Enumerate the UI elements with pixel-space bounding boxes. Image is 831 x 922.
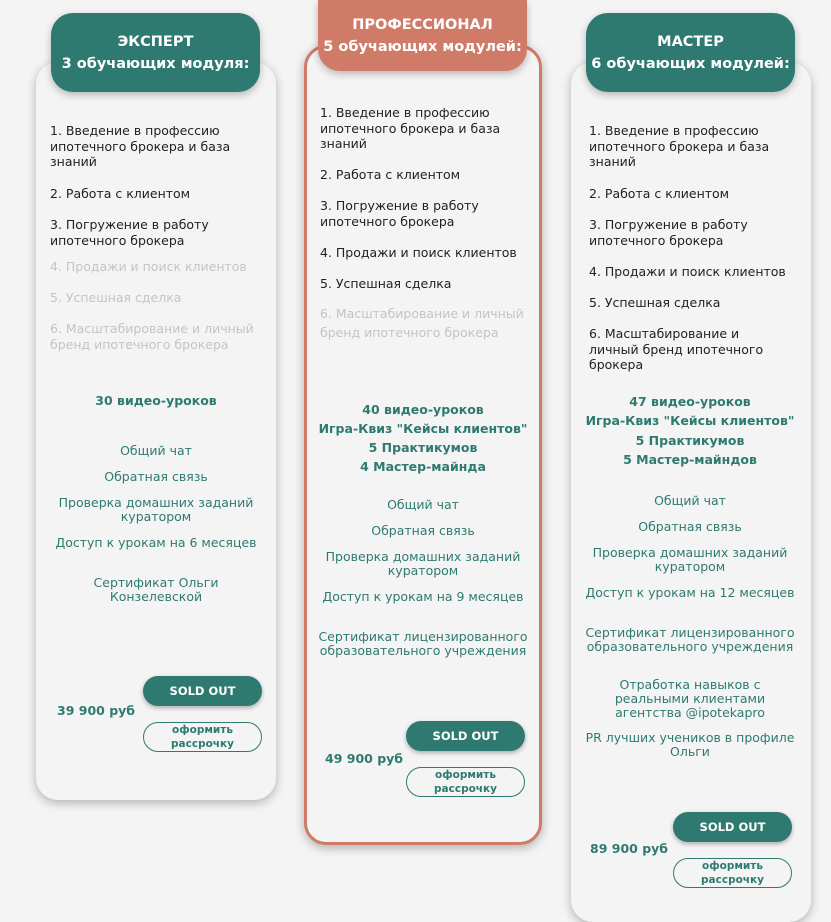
bonus-item: 4 Мастер-майнда [360, 459, 486, 474]
feature-item: Отработка навыков с реальными клиентами агентства @ipotekapro [614, 677, 766, 720]
module-item: 2. Работа с клиентом [589, 186, 730, 201]
plan-title: ПРОФЕССИОНАЛ [352, 16, 493, 33]
module-item: 6. Масштабирование и личный бренд ипотечного брокера [589, 326, 764, 372]
module-item: 3. Погружение в работу ипотечного брокера [50, 217, 209, 248]
feature-item: Обратная связь [371, 523, 475, 538]
bonus-item: 47 видео-уроков [629, 394, 751, 409]
feature-item: Доступ к урокам на 6 месяцев [55, 535, 257, 550]
bonus-item: Игра-Квиз "Кейсы клиентов" [318, 421, 528, 436]
module-item-disabled: 4. Продажи и поиск клиентов [50, 259, 247, 274]
video-count: 30 видео-уроков [95, 393, 217, 408]
feature-item: Общий чат [387, 497, 459, 512]
feature-item: Сертификат Ольги Конзелевской [93, 575, 219, 604]
feature-item: Обратная связь [638, 519, 742, 534]
feature-item: Общий чат [654, 493, 726, 508]
plan-title: МАСТЕР [657, 33, 724, 50]
plan-header-master [586, 13, 795, 92]
feature-item: Проверка домашних заданий куратором [58, 495, 254, 524]
plan-title: ЭКСПЕРТ [117, 33, 194, 50]
feature-item: Доступ к урокам на 12 месяцев [585, 585, 795, 600]
plan-header-expert [51, 13, 260, 92]
installment-button[interactable]: оформить рассрочку [143, 722, 262, 752]
feature-item: Общий чат [120, 443, 192, 458]
feature-item: Проверка домашних заданий куратором [592, 545, 788, 574]
module-item: 5. Успешная сделка [320, 276, 452, 291]
module-item: 3. Погружение в работу ипотечного брокера [320, 198, 479, 229]
module-item: 2. Работа с клиентом [50, 186, 191, 201]
feature-item: Доступ к урокам на 9 месяцев [322, 589, 524, 604]
sold-out-button[interactable]: SOLD OUT [673, 812, 792, 842]
price: 39 900 руб [57, 703, 136, 718]
bonus-item: 40 видео-уроков [362, 402, 484, 417]
module-item: 4. Продажи и поиск клиентов [320, 245, 517, 260]
module-item: 1. Введение в профессию ипотечного брокера и база знаний [320, 105, 501, 151]
module-item: 4. Продажи и поиск клиентов [589, 264, 786, 279]
plan-header-pro [318, 0, 527, 71]
price: 49 900 руб [325, 751, 404, 766]
bonus-item: 5 Мастер-майндов [623, 452, 757, 467]
module-item-disabled: 6. Масштабирование и личный бренд ипотечного брокера [320, 306, 524, 340]
module-item: 3. Погружение в работу ипотечного брокера [589, 217, 748, 248]
price: 89 900 руб [590, 841, 669, 856]
plan-subtitle: 5 обучающих модулей: [323, 38, 522, 55]
bonus-item: 5 Практикумов [635, 433, 745, 448]
module-item-disabled: 5. Успешная сделка [50, 290, 182, 305]
module-item: 2. Работа с клиентом [320, 167, 461, 182]
plan-subtitle: 3 обучающих модуля: [61, 55, 250, 72]
module-item: 1. Введение в профессию ипотечного брокера и база знаний [589, 123, 770, 169]
installment-button[interactable]: оформить рассрочку [673, 858, 792, 888]
bonus-item: 5 Практикумов [368, 440, 478, 455]
sold-out-button[interactable]: SOLD OUT [406, 721, 525, 751]
sold-out-button[interactable]: SOLD OUT [143, 676, 262, 706]
installment-button[interactable]: оформить рассрочку [406, 767, 525, 797]
feature-item: Сертификат лицензированного образовательного учреждения [318, 629, 528, 658]
module-item-disabled: 6. Масштабирование и личный бренд ипотечного брокера [50, 321, 254, 352]
module-item: 5. Успешная сделка [589, 295, 721, 310]
plan-subtitle: 6 обучающих модулей: [591, 55, 790, 72]
feature-item: Обратная связь [104, 469, 208, 484]
feature-item: PR лучших учеников в профиле Ольги [585, 730, 795, 759]
bonus-item: Игра-Квиз "Кейсы клиентов" [585, 413, 795, 428]
module-item: 1. Введение в профессию ипотечного брокера и база знаний [50, 123, 231, 169]
feature-item: Проверка домашних заданий куратором [325, 549, 521, 578]
feature-item: Сертификат лицензированного образовательного учреждения [585, 625, 795, 654]
